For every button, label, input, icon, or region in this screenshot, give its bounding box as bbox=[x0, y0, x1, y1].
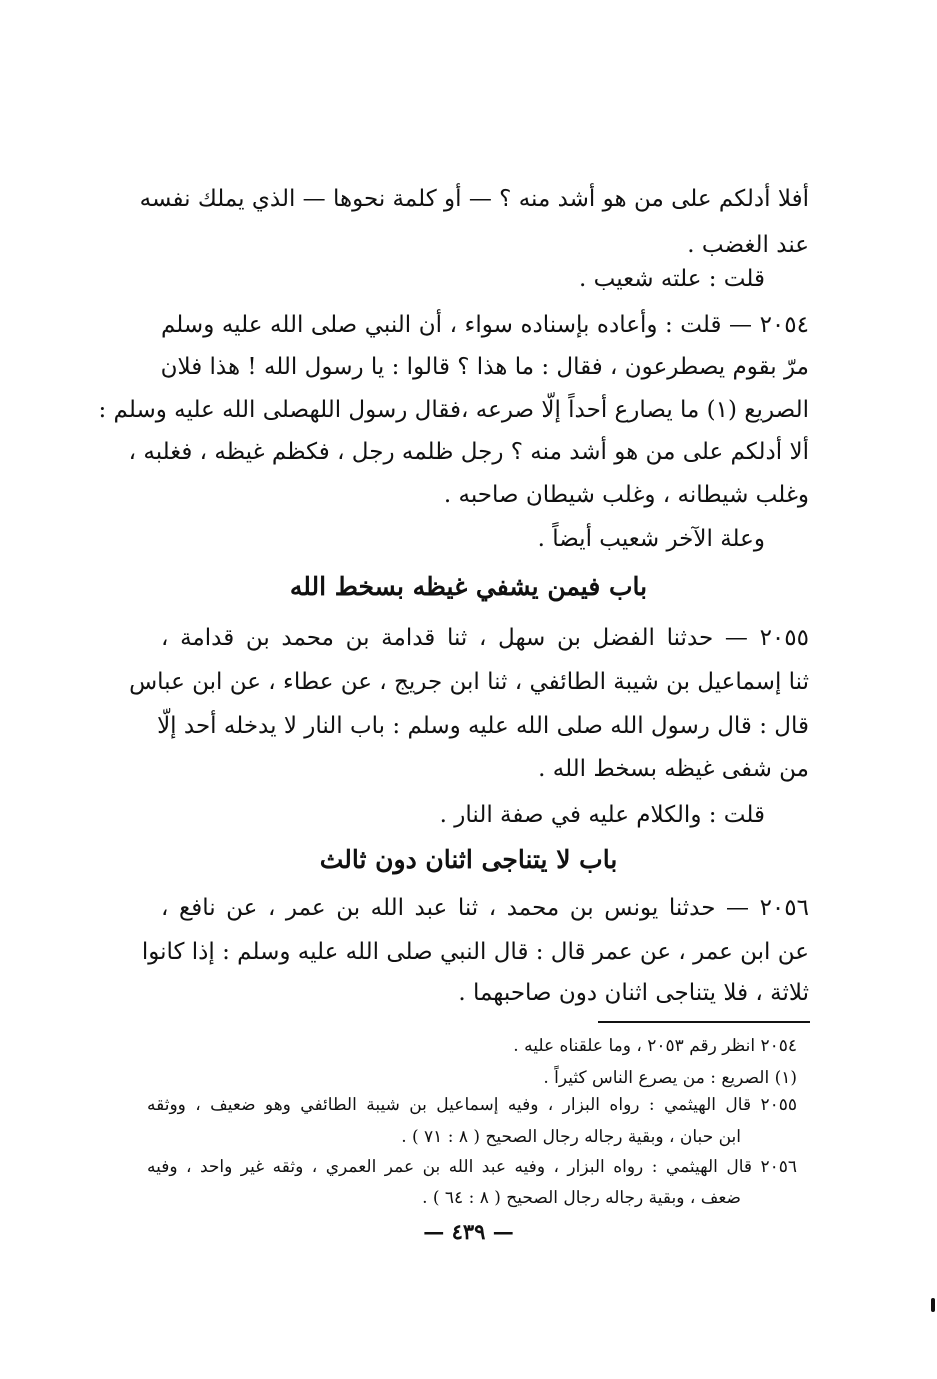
footnote-line: ابن حبان ، وبقية رجاله رجال الصحيح ( ٨ : ٧١ ) . bbox=[401, 1127, 741, 1147]
text-line: ثنا إسماعيل بن شيبة الطائفي ، ثنا ابن جريج ، عن عطاء ، عن ابن عباس bbox=[129, 669, 809, 695]
text-line: عند الغضب . bbox=[687, 232, 809, 258]
text-line: مرّ بقوم يصطرعون ، فقال : ما هذا ؟ قالوا : يا رسول الله ! هذا فلان bbox=[160, 354, 809, 380]
scan-mark bbox=[931, 1298, 935, 1312]
page-number: — ٤٣٩ — bbox=[423, 1219, 514, 1244]
text-line: أفلا أدلكم على من هو أشد منه ؟ — أو كلمة نحوها — الذي يملك نفسه bbox=[139, 186, 809, 212]
text-line: ٢٠٥٤ — قلت : وأعاده بإسناده سواء ، أن النبي صلى الله عليه وسلم bbox=[161, 312, 809, 338]
text-line: ثلاثة ، فلا يتناجى اثنان دون صاحبهما . bbox=[458, 980, 809, 1006]
text-line: قلت : والكلام عليه في صفة النار . bbox=[439, 802, 765, 828]
text-line: ألا أدلكم على من هو أشد منه ؟ رجل ظلمه رجل ، فكظم غيظه ، فغلبه ، bbox=[128, 439, 809, 465]
footnote-line: ضعف ، وبقية رجاله رجال الصحيح ( ٨ : ٦٤ ) . bbox=[422, 1188, 741, 1208]
footnote-line: (١) الصريع : من يصرع الناس كثيراً . bbox=[543, 1068, 797, 1088]
footnote-line: ٢٠٥٤ انظر رقم ٢٠٥٣ ، وما علقناه عليه . bbox=[513, 1036, 797, 1056]
section-heading: باب لا يتناجى اثنان دون ثالث bbox=[319, 845, 618, 874]
text-line: ٢٠٥٦ — حدثنا يونس بن محمد ، ثنا عبد الله بن عمر ، عن نافع ، bbox=[161, 895, 809, 921]
text-line: قال : قال رسول الله صلى الله عليه وسلم : باب النار لا يدخله أحد إلّا bbox=[157, 713, 809, 739]
text-line: الصريع (١) ما يصارع أحداً إلّا صرعه ،فقال رسول اللهصلى الله عليه وسلم : bbox=[98, 397, 809, 423]
footnote-separator bbox=[598, 1021, 810, 1023]
text-line: قلت : علته شعيب . bbox=[579, 266, 765, 292]
text-line: من شفى غيظه بسخط الله . bbox=[538, 756, 809, 782]
section-heading: باب فيمن يشفي غيظه بسخط الله bbox=[289, 572, 648, 601]
footnote-line: ٢٠٥٥ قال الهيثمي : رواه البزار ، وفيه إسماعيل بن شيبة الطائفي وهو ضعيف ، ووثقه bbox=[147, 1095, 797, 1115]
text-line: عن ابن عمر ، عن عمر قال : قال النبي صلى الله عليه وسلم : إذا كانوا bbox=[141, 939, 809, 965]
text-line: وعلة الآخر شعيب أيضاً . bbox=[537, 526, 765, 552]
text-line: ٢٠٥٥ — حدثنا الفضل بن سهل ، ثنا قدامة بن محمد بن قدامة ، bbox=[161, 625, 809, 651]
footnote-line: ٢٠٥٦ قال الهيثمي : رواه البزار ، وفيه عبد الله بن عمر العمري ، وثقه غير واحد ، وفيه bbox=[147, 1157, 797, 1177]
text-line: وغلب شيطانه ، وغلب شيطان صاحبه . bbox=[443, 482, 809, 508]
